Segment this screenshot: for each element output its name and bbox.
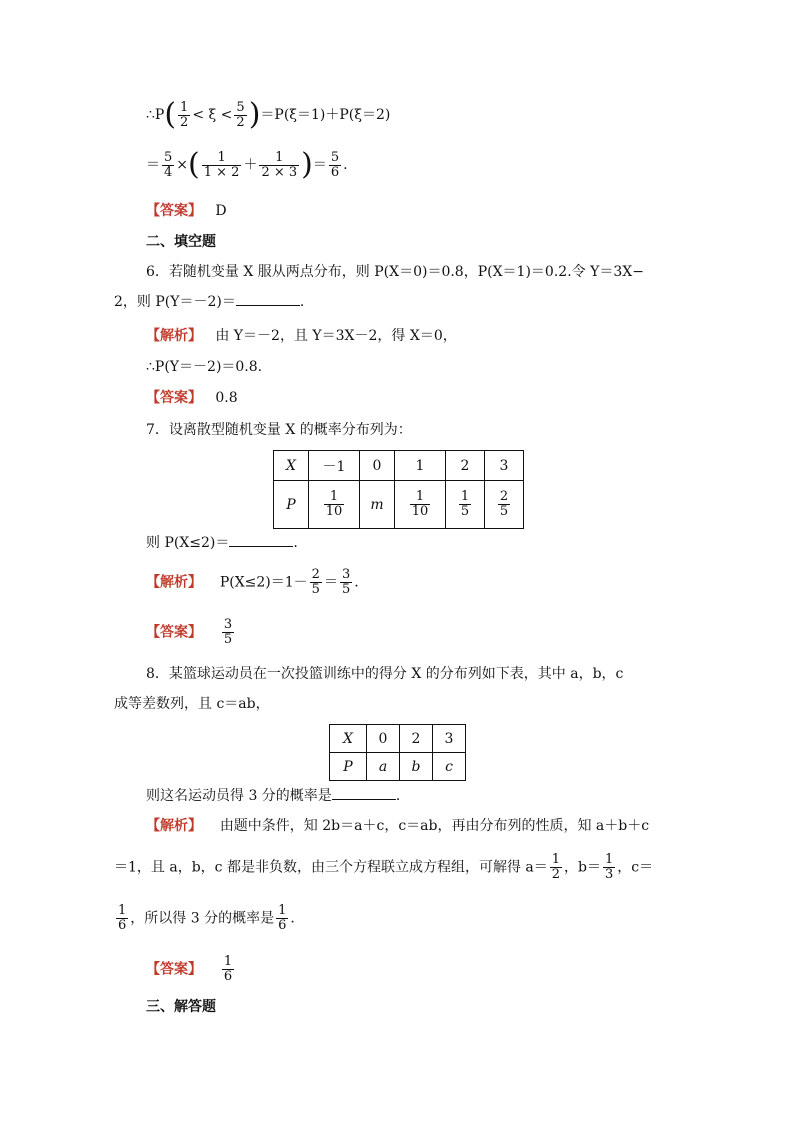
fraction — [234, 101, 246, 130]
q8-analysis-text: ，所以得 3 分的概率是 — [130, 910, 275, 927]
q6-analysis — [146, 326, 457, 346]
q7-stem: 7．设离散型随机变量 X 的概率分布列为： — [146, 422, 412, 438]
denominator: 6 — [118, 918, 127, 933]
table-row — [330, 725, 466, 753]
denominator: 2 — [551, 867, 561, 882]
table-cell — [485, 481, 524, 529]
q8-analysis-text: 由题中条件，知 2b＝a＋c，c＝ab，再由分布列的性质，知 a＋b＋c — [219, 818, 650, 834]
q6-analysis-text: 由 Y＝－2，且 Y＝3X－2，得 X＝0， — [215, 328, 457, 344]
numerator: 5 — [330, 149, 340, 165]
prev-answer — [146, 201, 227, 221]
table-cell: 3 — [485, 451, 524, 481]
q6-question: 2，则 P(Y＝－2)＝ — [114, 294, 236, 310]
equals-sign: ＝ — [312, 157, 327, 173]
q6-stem-line1: 6．若随机变量 X 服从两点分布，则 P(X＝0)＝0.8，P(X＝1)＝0.2.令 Y＝3X− — [146, 264, 644, 280]
answer-blank — [236, 293, 300, 306]
table-cell: m — [360, 481, 395, 529]
denominator: 6 — [330, 164, 340, 180]
q8-analysis-line2 — [114, 853, 653, 882]
numerator: 1 — [460, 489, 470, 504]
numerator: 3 — [341, 567, 351, 582]
numerator: 1 — [329, 489, 339, 504]
q8-analysis-text: ，b＝ — [564, 859, 602, 876]
q8-analysis-line3 — [114, 904, 295, 933]
table-cell: 1 — [395, 451, 446, 481]
denominator: 6 — [278, 918, 287, 933]
denominator: 1 × 2 — [203, 164, 240, 180]
q8-analysis-line1 — [146, 816, 649, 836]
prev-line1-suffix: ＝P(ξ＝1)＋P(ξ＝2) — [260, 107, 391, 123]
answer-label: 【答案】 — [146, 624, 202, 641]
fraction — [222, 955, 234, 984]
table-cell: 2 — [400, 725, 433, 753]
denominator: 3 — [605, 867, 614, 882]
answer-blank — [229, 534, 293, 547]
denominator: 5 — [311, 582, 320, 597]
answer-value: 0.8 — [215, 390, 238, 406]
denominator: 5 — [499, 504, 509, 519]
paren-close: ) — [301, 147, 313, 182]
q7-analysis — [146, 568, 359, 597]
table-cell: 2 — [446, 451, 485, 481]
answer-value: D — [215, 203, 227, 219]
q8-distribution-table — [329, 724, 466, 781]
fraction — [222, 618, 234, 647]
prev-line2 — [146, 147, 348, 182]
numerator: 1 — [415, 489, 425, 504]
q8-analysis-text: ，c＝ — [617, 859, 654, 876]
numerator: 1 — [605, 852, 614, 867]
table-cell: 0 — [367, 725, 400, 753]
period: . — [290, 910, 295, 927]
table-cell: P — [274, 481, 309, 529]
fraction — [324, 490, 345, 519]
denominator: 5 — [460, 504, 470, 519]
table-row — [330, 753, 466, 781]
section-title-solve: 三、解答题 — [146, 999, 216, 1015]
table-cell: c — [433, 753, 466, 781]
paren-open: ( — [164, 97, 177, 132]
table-cell: 0 — [360, 451, 395, 481]
fraction — [550, 853, 562, 882]
prev-line1-mid: < ξ < — [192, 107, 233, 123]
analysis-label: 【解析】 — [146, 328, 202, 344]
period: . — [293, 535, 298, 551]
numerator: 1 — [275, 149, 284, 165]
denominator: 5 — [223, 632, 233, 647]
q7-analysis-text: P(X≤2)＝1－ — [219, 574, 308, 591]
fraction — [340, 568, 352, 597]
numerator: 5 — [164, 149, 173, 165]
times-sign: × — [176, 157, 189, 173]
numerator: 1 — [217, 149, 226, 165]
q8-question-text: 则这名运动员得 3 分的概率是 — [146, 788, 332, 804]
numerator: 1 — [180, 99, 189, 115]
equals-sign: ＝ — [323, 574, 338, 591]
answer-label: 【答案】 — [146, 961, 202, 978]
fraction — [276, 904, 288, 933]
table-row — [274, 451, 524, 481]
fraction — [329, 151, 341, 180]
q8-analysis-text: ＝1，且 a，b，c 都是非负数，由三个方程联立成方程组，可解得 a＝ — [114, 859, 548, 876]
q7-answer — [146, 618, 236, 647]
q8-question — [146, 786, 400, 806]
fraction — [178, 101, 190, 130]
denominator: 2 × 3 — [261, 164, 298, 180]
q6-answer — [146, 388, 238, 408]
q6-conclusion: ∴P(Y＝－2)＝0.8. — [146, 359, 263, 375]
analysis-label: 【解析】 — [146, 574, 202, 591]
numerator: 1 — [278, 903, 287, 918]
denominator: 5 — [341, 582, 351, 597]
prev-line1 — [146, 97, 391, 132]
denominator: 10 — [325, 504, 343, 519]
numerator: 3 — [223, 617, 233, 632]
denominator: 10 — [411, 504, 429, 519]
answer-label: 【答案】 — [146, 390, 202, 406]
fraction — [603, 853, 615, 882]
prev-line1-prefix: ∴P — [146, 107, 165, 123]
table-cell: P — [330, 753, 367, 781]
section-title-fill-in: 二、填空题 — [146, 234, 216, 250]
period: . — [343, 157, 348, 173]
numerator: 2 — [311, 567, 320, 582]
numerator: 1 — [223, 954, 233, 969]
table-cell: a — [367, 753, 400, 781]
table-cell — [395, 481, 446, 529]
q6-stem-line2 — [114, 292, 304, 312]
table-cell: X — [330, 725, 367, 753]
analysis-label: 【解析】 — [146, 818, 202, 834]
numerator: 1 — [551, 852, 561, 867]
period: . — [354, 574, 359, 591]
table-cell: －1 — [309, 451, 360, 481]
numerator: 1 — [118, 903, 127, 918]
numerator: 5 — [236, 99, 245, 115]
table-cell: X — [274, 451, 309, 481]
table-cell: b — [400, 753, 433, 781]
fraction — [162, 151, 174, 180]
q8-stem-line2: 成等差数列，且 c＝ab， — [114, 696, 270, 712]
denominator: 2 — [236, 114, 245, 130]
table-row — [274, 481, 524, 529]
numerator: 2 — [499, 489, 509, 504]
prev-line2-prefix: ＝ — [146, 157, 160, 173]
fraction — [116, 904, 128, 933]
paren-close: ) — [248, 97, 261, 132]
fraction — [410, 490, 431, 519]
denominator: 6 — [223, 969, 233, 984]
fraction — [498, 490, 510, 519]
q7-question-text: 则 P(X≤2)＝ — [146, 535, 230, 551]
table-cell — [446, 481, 485, 529]
fraction — [259, 151, 299, 180]
table-cell: 3 — [433, 725, 466, 753]
period: . — [299, 294, 305, 310]
period: . — [395, 788, 401, 804]
plus-sign: ＋ — [243, 157, 258, 173]
q8-stem-line1: 8．某篮球运动员在一次投篮训练中的得分 X 的分布列如下表，其中 a，b，c — [146, 666, 624, 682]
denominator: 4 — [164, 164, 173, 180]
paren-open: ( — [188, 147, 200, 182]
table-cell — [309, 481, 360, 529]
q7-distribution-table — [273, 450, 524, 529]
fraction — [310, 568, 322, 597]
fraction — [202, 151, 242, 180]
denominator: 2 — [180, 114, 189, 130]
fraction — [459, 490, 471, 519]
q7-question — [146, 533, 298, 553]
q8-answer — [146, 955, 236, 984]
answer-label: 【答案】 — [146, 203, 202, 219]
answer-blank — [332, 787, 396, 800]
